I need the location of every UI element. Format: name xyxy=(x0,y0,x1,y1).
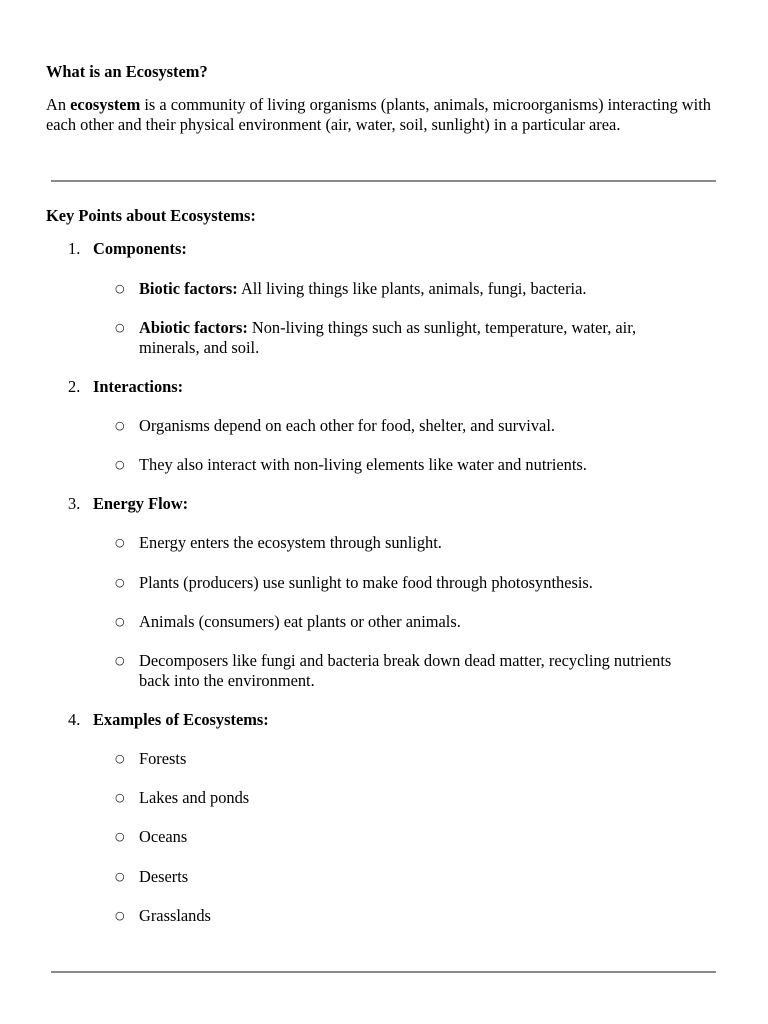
bullet-circle-icon: ○ xyxy=(115,830,125,843)
bullet-circle-icon: ○ xyxy=(115,576,125,589)
sub-item-text: Plants (producers) use sunlight to make food through photosynthesis. xyxy=(139,573,593,592)
sub-item-text: Oceans xyxy=(139,827,188,846)
list-number: 3. xyxy=(68,494,81,513)
sub-item-text: Forests xyxy=(139,749,187,768)
list-label: Examples of Ecosystems: xyxy=(93,710,269,729)
bullet-circle-icon: ○ xyxy=(115,870,125,883)
bullet-circle-icon: ○ xyxy=(115,419,125,432)
list-number: 2. xyxy=(68,377,81,396)
sub-item-bold: Abiotic factors: xyxy=(139,318,248,337)
sub-item-text xyxy=(139,318,699,357)
sub-item-text: Grasslands xyxy=(139,906,211,925)
list-number: 4. xyxy=(68,710,81,729)
bullet-circle-icon: ○ xyxy=(115,654,125,667)
sub-item-bold: Biotic factors: xyxy=(139,279,238,298)
bullet-circle-icon: ○ xyxy=(115,752,125,765)
heading-what-is-ecosystem: What is an Ecosystem? xyxy=(46,62,208,81)
bullet-circle-icon: ○ xyxy=(115,615,125,628)
sub-item-text: Organisms depend on each other for food, shelter, and survival. xyxy=(139,416,555,435)
sub-item-text: Animals (consumers) eat plants or other animals. xyxy=(139,612,461,631)
sub-item-text: Energy enters the ecosystem through sunlight. xyxy=(139,533,442,552)
sub-item-text: Decomposers like fungi and bacteria break down dead matter, recycling nutrients back into the environment. xyxy=(139,651,672,690)
bullet-circle-icon: ○ xyxy=(115,909,125,922)
intro-keyword: ecosystem xyxy=(70,95,141,114)
sub-item-text: Deserts xyxy=(139,867,189,886)
list-label: Interactions: xyxy=(93,377,184,396)
sub-item-rest: All living things like plants, animals, fungi, bacteria. xyxy=(237,279,587,298)
sub-item-text: Lakes and ponds xyxy=(139,788,250,807)
sub-item-text xyxy=(139,279,699,299)
bullet-circle-icon: ○ xyxy=(115,321,125,334)
sub-item-rest: Non-living things such as sunlight, temperature, water, air, minerals, and soil. xyxy=(139,318,637,357)
intro-rest: is a community of living organisms (plants, animals, microorganisms) interacting with each other and their physical environment (air, water, soil, sunlight) in a particular area. xyxy=(46,95,711,134)
list-label: Energy Flow: xyxy=(93,494,189,513)
bullet-circle-icon: ○ xyxy=(115,458,125,471)
list-number: 1. xyxy=(68,239,81,258)
sub-item-text: They also interact with non-living elements like water and nutrients. xyxy=(139,455,587,474)
bullet-circle-icon: ○ xyxy=(115,282,125,295)
heading-key-points: Key Points about Ecosystems: xyxy=(46,206,256,225)
horizontal-rule xyxy=(51,971,716,973)
intro-prefix: An xyxy=(46,95,71,114)
intro-paragraph xyxy=(46,95,726,134)
list-label: Components: xyxy=(93,239,187,258)
bullet-circle-icon: ○ xyxy=(115,791,125,804)
bullet-circle-icon: ○ xyxy=(115,536,125,549)
horizontal-rule xyxy=(51,180,716,182)
